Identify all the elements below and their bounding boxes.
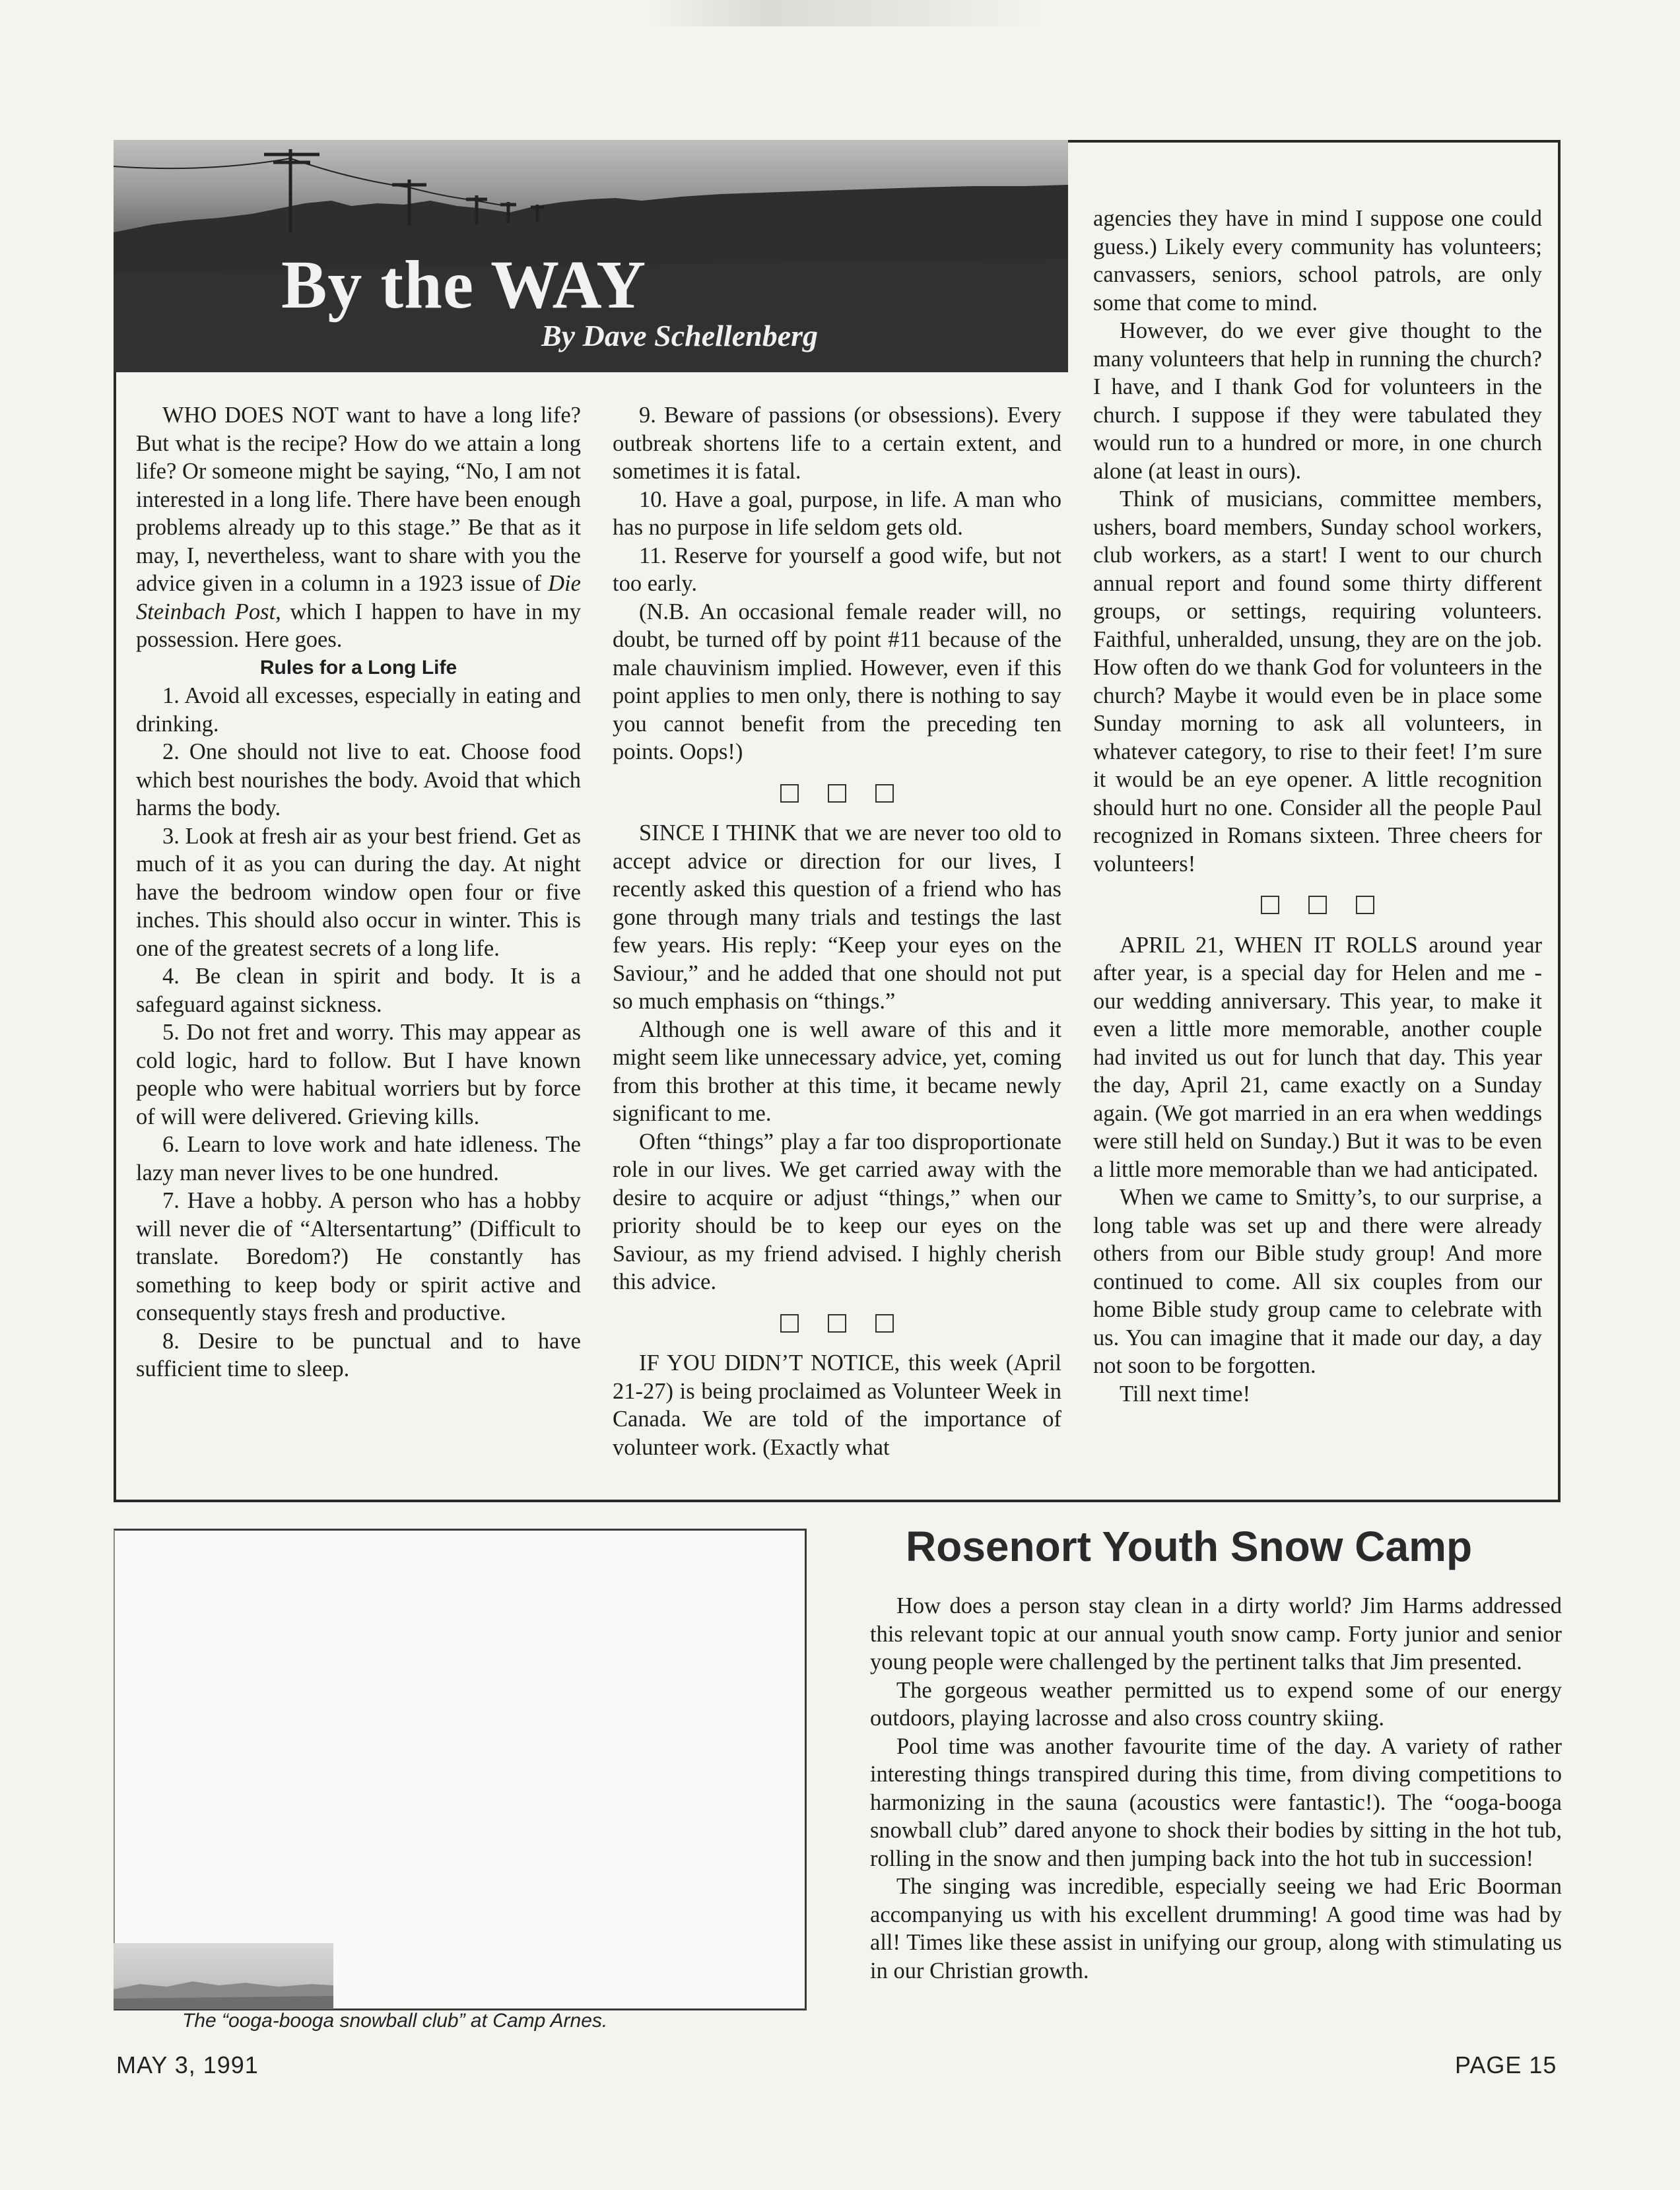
rule-item: 4. Be clean in spirit and body. It is a safeguard against sickness. [136,964,581,1017]
rule-item: 11. Reserve for yourself a good wife, but not too early. [613,543,1061,596]
snow-camp-article [870,1592,1562,1985]
rule-item: 7. Have a hobby. A person who has a hobby will never die of “Altersentartung” (Difficult to translate. Boredom?) He constantly has something to keep body or spirit active and consequently stays fresh and productive. [136,1188,581,1325]
rule-item: 9. Beware of passions (or obsessions). Every outbreak shortens life to a certain extent, and sometimes it is fatal. [613,403,1061,484]
rule-item: 6. Learn to love work and hate idleness. The lazy man never lives to be one hundred. [136,1132,581,1185]
body-paragraph: Pool time was another favourite time of the day. A variety of rather interesting things transpired during this time, from diving competitions to harmonizing in the sauna (acoustics were fantastic!). The “ooga-booga snowball club” dared anyone to shock their bodies by sitting in the hot tub, rolling in the snow and then jumping back into the hot tub in succession! [870,1733,1562,1871]
column-1 [136,401,581,1383]
section-separator [613,778,1061,807]
body-paragraph: How does a person stay clean in a dirty world? Jim Harms addressed this relevant topic at our annual youth snow camp. Forty junior and senior young people were challenged by the pertinent talks that Jim presented. [870,1593,1562,1675]
article-title: Rosenort Youth Snow Camp [906,1523,1473,1570]
column-byline: By Dave Schellenberg [541,319,819,352]
note-paragraph: (N.B. An occasional female reader will, no doubt, be turned off by point #11 because of the male chauvinism implied. However, even if this point applies to men only, there is nothing to say you cannot benefit from the preceding ten points. Oops!) [613,599,1061,764]
body-paragraph: The gorgeous weather permitted us to expend some of our energy outdoors, playing lacrosse and also cross country skiing. [870,1677,1562,1731]
photo-caption: The “ooga-booga snowball club” at Camp Arnes. [182,2010,608,2032]
scan-artifact [647,0,1043,26]
page-number: PAGE 15 [1455,2051,1557,2078]
article-frame-top-edge [1068,140,1561,143]
section-separator [613,1308,1061,1337]
body-paragraph: APRIL 21, WHEN IT ROLLS around year after year, is a special day for Helen and me - our wedding anniversary. This year, to make it even a little more memorable, another couple had invited us out for lunch that day. This year the day, April 21, came exactly on a Sunday again. (We got married in an era when weddings were still held on Sunday.) But it was to be even a little more memorable than we had anticipated. [1093,932,1542,1182]
column-3 [1093,205,1542,1408]
body-paragraph: SINCE I THINK that we are never too old to accept advice or direction for our lives, I recently asked this question of a friend who has gone through many trials and testings the last few years. His reply: “Keep your eyes on the Saviour,” and he added that one should not put so much emphasis on “things.” [613,820,1061,1014]
rule-item: 1. Avoid all excesses, especially in eating and drinking. [136,683,581,737]
body-paragraph: However, do we ever give thought to the many volunteers that help in running the church? I have, and I thank God for volunteers in the church. I suppose if they were tabulated they would run to a hundred or more, in one church alone (at least in ours). [1093,318,1542,484]
rule-item: 5. Do not fret and worry. This may appear as cold logic, hard to follow. But I have known people who were habitual worriers but by force of will were delivered. Grieving kills. [136,1020,581,1129]
body-paragraph: Although one is well aware of this and it might seem like unnecessary advice, yet, coming from this brother at this time, it became newly significant to me. [613,1016,1061,1126]
photo-frame [114,1529,807,2010]
body-paragraph: The singing was incredible, especially seeing we had Eric Boorman accompanying us with his excellent drumming! A good time was had by all! Times like these assist in unifying our group, along with stimulating us in our Christian growth. [870,1874,1562,1983]
intro-paragraph: WHO DOES NOT want to have a long life? But what is the recipe? How do we attain a long life? Or someone might be saying, “No, I am not interested in a long life. There have been enough problems already up to this stage.” Be that as it may, I, nevertheless, want to share with you the advice given in a column in a 1923 issue of Die Steinbach Post, which I happen to have in my possession. Here goes. [136,403,581,652]
body-paragraph: Often “things” play a far too disproportionate role in our lives. We get carried away with the desire to acquire or adjust “things,” when our priority should be to keep our eyes on the Saviour, as my friend advised. I highly cherish this advice. [613,1129,1061,1294]
column-title: By the WAY [281,247,647,323]
body-paragraph: agencies they have in mind I suppose one could guess.) Likely every community has volunteers; canvassers, seniors, school patrols, are only some that come to mind. [1093,206,1542,315]
column-banner [114,140,1068,372]
body-paragraph: IF YOU DIDN’T NOTICE, this week (April 21-27) is being proclaimed as Volunteer Week in Canada. We are told of the importance of volunteer work. (Exactly what [613,1350,1061,1460]
column-2 [613,401,1061,1461]
issue-date: MAY 3, 1991 [116,2051,259,2078]
rule-item: 8. Desire to be punctual and to have sufficient time to sleep. [136,1328,581,1381]
section-separator [1093,890,1542,918]
newspaper-name: Die Steinbach Post, [136,571,581,624]
rule-item: 10. Have a goal, purpose, in life. A man who has no purpose in life seldom gets old. [613,486,1061,540]
rule-item: 3. Look at fresh air as your best friend. Get as much of it as you can during the day. At night have the bedroom window open four or five inches. This should also occur in winter. This is one of the greatest secrets of a long life. [136,823,581,961]
photo-fragment [114,1943,333,2009]
body-paragraph: When we came to Smitty’s, to our surprise, a long table was set up and there were already others from our Bible study group! And more continued to come. All six couples from our home Bible study group came to celebrate with us. You can imagine that it made our day, a day not soon to be forgotten. [1093,1185,1542,1378]
sign-off: Till next time! [1120,1381,1251,1407]
rules-heading: Rules for a Long Life [259,656,457,679]
rule-item: 2. One should not live to eat. Choose food which best nourishes the body. Avoid that which harms the body. [136,739,581,820]
body-paragraph: Think of musicians, committee members, ushers, board members, Sunday school workers, club workers, as a start! I went to our church annual report and found some thirty different groups, or settings, requiring volunteers. Faithful, unheralded, unsung, they are on the job. How often do we thank God for volunteers in the church? Maybe it would even be in place some Sunday morning to ask all volunteers, in whatever category, to rise to their feet! I’m sure it would be an eye opener. A little recognition should hurt no one. Consider all the people Paul recognized in Romans sixteen. Three cheers for volunteers! [1093,486,1542,877]
